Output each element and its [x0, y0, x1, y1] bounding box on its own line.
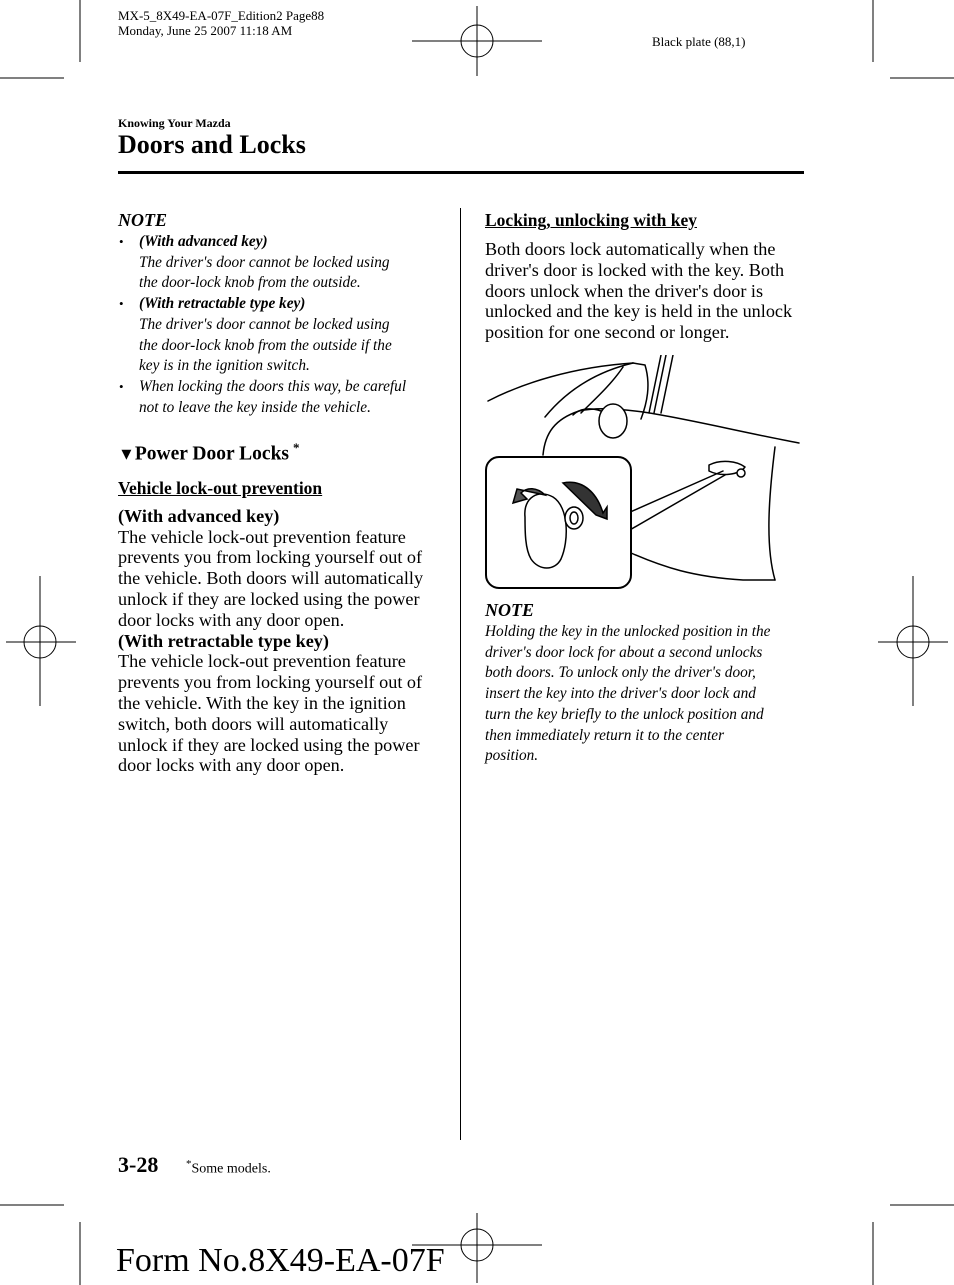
form-number: Form No.8X49-EA-07F	[116, 1242, 445, 1279]
asterisk-icon: *	[293, 440, 300, 456]
note-list	[118, 232, 448, 418]
note-item-label: (With retractable type key)	[139, 295, 306, 313]
triangle-down-icon: ▼	[118, 444, 135, 464]
key-icon	[525, 494, 566, 568]
body-line: The vehicle lock-out prevention feature	[118, 651, 406, 672]
note-line: Holding the key in the unlocked position in the	[485, 623, 771, 640]
page-title: Doors and Locks	[118, 130, 306, 159]
bullet-icon: •	[119, 378, 124, 394]
car-door-outline	[543, 409, 799, 455]
body-line: door locks with any door open.	[118, 755, 345, 776]
bullet-icon: •	[119, 234, 124, 249]
note-line: insert the key into the driver's door lock and	[485, 685, 756, 703]
note-item-label: (With advanced key)	[139, 233, 268, 250]
note-item	[118, 294, 448, 377]
locking-body	[485, 239, 807, 343]
print-file-line: MX-5_8X49-EA-07F_Edition2 Page88	[118, 8, 325, 23]
print-info	[118, 8, 324, 38]
body-line: prevents you from locking yourself out of	[118, 672, 423, 693]
note-item	[118, 377, 448, 418]
left-column	[118, 210, 448, 776]
body-line: prevents you from locking yourself out of	[118, 547, 423, 568]
right-note	[485, 600, 807, 767]
note-title: NOTE	[485, 600, 534, 620]
page-number: 3-28	[118, 1152, 159, 1177]
body-line: door locks with any door open.	[118, 609, 345, 630]
door-lock-illustration	[483, 355, 803, 595]
body-line: the vehicle. With the key in the ignition	[118, 693, 406, 713]
lockout-body	[118, 506, 448, 776]
note-line: position.	[485, 747, 539, 765]
body-line: The vehicle lock-out prevention feature	[118, 526, 406, 547]
note-line: The driver's door cannot be locked using	[139, 315, 390, 333]
note-item	[118, 232, 448, 294]
note-line: both doors. To unlock only the driver's door,	[485, 664, 756, 682]
body-line: the vehicle. Both doors will automatically	[118, 568, 424, 589]
asterisk-icon: *	[186, 1158, 192, 1170]
note-line: The driver's door cannot be locked using	[139, 253, 390, 271]
bullet-icon: •	[119, 296, 124, 312]
plate-info: Black plate (88,1)	[652, 34, 746, 49]
lockout-subheading: Vehicle lock-out prevention	[118, 477, 323, 498]
footnote-text: Some models.	[191, 1161, 271, 1177]
advanced-key-label: (With advanced key)	[118, 505, 280, 526]
note-line: When locking the doors this way, be careful	[139, 377, 407, 395]
power-door-locks-heading	[118, 440, 448, 466]
note-line: then immediately return it to the center	[485, 726, 725, 744]
note-line: driver's door lock for about a second unlocks	[485, 643, 763, 661]
retractable-key-label: (With retractable type key)	[118, 630, 329, 651]
heading-text: Power Door Locks	[134, 443, 290, 465]
section-label: Knowing Your Mazda	[118, 116, 231, 130]
note-line: key is in the ignition switch.	[139, 357, 310, 375]
body-line: Both doors lock automatically when the	[485, 239, 776, 259]
note-text	[485, 622, 807, 767]
body-line: switch, both doors will automatically	[118, 713, 389, 734]
body-line: unlocked and the key is held in the unlock	[485, 301, 793, 322]
note-line: turn the key briefly to the unlock position and	[485, 705, 764, 723]
print-date-line: Monday, June 25 2007 11:18 AM	[118, 23, 293, 38]
side-mirror	[599, 404, 627, 438]
note-title: NOTE	[118, 210, 167, 230]
body-line: position for one second or longer.	[485, 322, 730, 343]
locking-subheading: Locking, unlocking with key	[485, 210, 697, 230]
body-line: driver's door is locked with the key. Both	[485, 259, 785, 280]
body-line: unlock if they are locked using the power	[118, 734, 420, 755]
note-line: the door-lock knob from the outside if the	[139, 336, 392, 354]
right-column	[485, 210, 807, 343]
column-divider	[460, 208, 461, 1140]
footnote	[186, 1158, 271, 1178]
note-line: the door-lock knob from the outside.	[139, 274, 361, 292]
title-rule	[118, 171, 804, 174]
body-line: doors unlock when the driver's door is	[485, 280, 764, 301]
body-line: unlock if they are locked using the power	[118, 589, 420, 610]
note-line: not to leave the key inside the vehicle.	[139, 398, 371, 416]
